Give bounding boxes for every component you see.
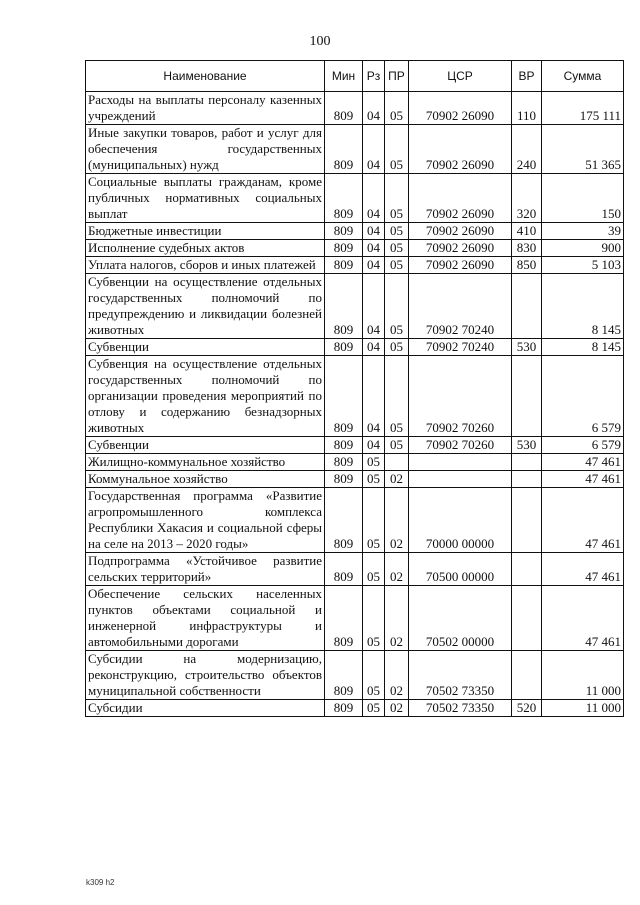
table-header-row [86,61,624,92]
cell-rz: 04 [363,240,385,257]
cell-name: Субвенции [86,437,325,454]
cell-rz: 05 [363,488,385,553]
table-row [86,586,624,651]
cell-min: 809 [325,454,363,471]
cell-csr: 70502 00000 [409,586,512,651]
table-row [86,553,624,586]
table-row [86,700,624,717]
cell-rz: 04 [363,274,385,339]
cell-pr: 05 [385,223,409,240]
cell-vr: 110 [512,92,542,125]
footer-code: k309 h2 [86,878,115,887]
table-row [86,240,624,257]
cell-csr [409,454,512,471]
table-row [86,223,624,240]
table-row [86,257,624,274]
cell-min: 809 [325,125,363,174]
cell-rz: 05 [363,553,385,586]
cell-pr: 05 [385,174,409,223]
cell-sum: 900 [542,240,624,257]
cell-sum: 47 461 [542,471,624,488]
cell-sum: 8 145 [542,274,624,339]
cell-sum: 6 579 [542,437,624,454]
table-row [86,651,624,700]
cell-pr: 02 [385,471,409,488]
page-number: 100 [309,34,331,49]
cell-min: 809 [325,356,363,437]
cell-min: 809 [325,92,363,125]
table-body [86,92,624,717]
cell-vr: 530 [512,437,542,454]
cell-min: 809 [325,553,363,586]
cell-rz: 04 [363,92,385,125]
cell-rz: 05 [363,454,385,471]
cell-rz: 05 [363,700,385,717]
cell-min: 809 [325,223,363,240]
cell-vr: 520 [512,700,542,717]
cell-csr: 70902 26090 [409,223,512,240]
cell-name: Субсидии [86,700,325,717]
cell-vr [512,586,542,651]
header-min: Мин [325,61,363,92]
table-row [86,488,624,553]
cell-min: 809 [325,174,363,223]
cell-pr: 05 [385,125,409,174]
cell-min: 809 [325,586,363,651]
cell-rz: 04 [363,437,385,454]
cell-sum: 47 461 [542,454,624,471]
cell-vr [512,651,542,700]
cell-csr: 70902 70260 [409,437,512,454]
cell-min: 809 [325,274,363,339]
table-row [86,454,624,471]
cell-sum: 51 365 [542,125,624,174]
header-sum: Сумма [542,61,624,92]
cell-csr: 70500 00000 [409,553,512,586]
table-row [86,356,624,437]
cell-csr: 70902 26090 [409,174,512,223]
cell-csr: 70902 26090 [409,240,512,257]
cell-vr [512,454,542,471]
cell-name: Подпрограмма «Устойчивое развитие сельских территорий» [86,553,325,586]
cell-pr: 02 [385,553,409,586]
budget-table [85,60,624,717]
cell-sum: 47 461 [542,586,624,651]
cell-name: Коммунальное хозяйство [86,471,325,488]
header-name: Наименование [86,61,325,92]
header-vr: ВР [512,61,542,92]
cell-csr: 70902 26090 [409,92,512,125]
cell-sum: 5 103 [542,257,624,274]
cell-pr [385,454,409,471]
cell-sum: 11 000 [542,651,624,700]
cell-min: 809 [325,257,363,274]
cell-csr: 70000 00000 [409,488,512,553]
cell-pr: 05 [385,240,409,257]
cell-vr [512,356,542,437]
cell-min: 809 [325,339,363,356]
cell-csr [409,471,512,488]
cell-min: 809 [325,700,363,717]
header-rz: Рз [363,61,385,92]
cell-csr: 70902 26090 [409,257,512,274]
cell-name: Исполнение судебных актов [86,240,325,257]
cell-sum: 11 000 [542,700,624,717]
table-row [86,437,624,454]
cell-min: 809 [325,488,363,553]
cell-pr: 05 [385,92,409,125]
cell-vr: 240 [512,125,542,174]
cell-rz: 04 [363,257,385,274]
cell-name: Субвенция на осуществление отдельных государственных полномочий по организации проведения мероприятий по отлову и содержанию безнадзорных животных [86,356,325,437]
cell-name: Социальные выплаты гражданам, кроме публичных нормативных социальных выплат [86,174,325,223]
cell-pr: 05 [385,339,409,356]
header-pr: ПР [385,61,409,92]
table-row [86,125,624,174]
cell-pr: 05 [385,274,409,339]
cell-min: 809 [325,240,363,257]
cell-rz: 05 [363,586,385,651]
cell-min: 809 [325,651,363,700]
cell-vr [512,488,542,553]
cell-sum: 47 461 [542,553,624,586]
cell-vr: 410 [512,223,542,240]
cell-name: Субсидии на модернизацию, реконструкцию, строительство объектов муниципальной собственности [86,651,325,700]
cell-min: 809 [325,437,363,454]
cell-sum: 8 145 [542,339,624,356]
cell-rz: 04 [363,125,385,174]
cell-sum: 150 [542,174,624,223]
cell-pr: 02 [385,700,409,717]
cell-vr [512,553,542,586]
cell-pr: 05 [385,437,409,454]
table-row [86,339,624,356]
cell-vr: 830 [512,240,542,257]
cell-name: Уплата налогов, сборов и иных платежей [86,257,325,274]
cell-pr: 02 [385,586,409,651]
cell-rz: 05 [363,651,385,700]
table-row [86,471,624,488]
cell-vr: 850 [512,257,542,274]
cell-name: Жилищно-коммунальное хозяйство [86,454,325,471]
cell-csr: 70902 26090 [409,125,512,174]
cell-name: Обеспечение сельских населенных пунктов объектами социальной и инженерной инфраструктуры и автомобильными дорогами [86,586,325,651]
cell-sum: 39 [542,223,624,240]
cell-rz: 04 [363,339,385,356]
cell-name: Субвенции на осуществление отдельных государственных полномочий по предупреждению и ликвидации болезней животных [86,274,325,339]
cell-vr [512,471,542,488]
table-row [86,92,624,125]
cell-name: Бюджетные инвестиции [86,223,325,240]
cell-name: Субвенции [86,339,325,356]
cell-rz: 05 [363,471,385,488]
cell-name: Иные закупки товаров, работ и услуг для обеспечения государственных (муниципальных) нужд [86,125,325,174]
cell-rz: 04 [363,356,385,437]
cell-vr: 530 [512,339,542,356]
cell-csr: 70902 70240 [409,274,512,339]
cell-pr: 05 [385,257,409,274]
table-row [86,274,624,339]
cell-csr: 70502 73350 [409,700,512,717]
cell-pr: 02 [385,651,409,700]
cell-rz: 04 [363,174,385,223]
cell-name: Расходы на выплаты персоналу казенных учреждений [86,92,325,125]
header-csr: ЦСР [409,61,512,92]
cell-vr: 320 [512,174,542,223]
cell-min: 809 [325,471,363,488]
cell-name: Государственная программа «Развитие агропромышленного комплекса Республики Хакасия и социальной сферы на селе на 2013 – 2020 годы» [86,488,325,553]
cell-csr: 70502 73350 [409,651,512,700]
cell-rz: 04 [363,223,385,240]
cell-vr [512,274,542,339]
cell-sum: 6 579 [542,356,624,437]
cell-pr: 02 [385,488,409,553]
cell-csr: 70902 70260 [409,356,512,437]
cell-pr: 05 [385,356,409,437]
cell-sum: 47 461 [542,488,624,553]
cell-csr: 70902 70240 [409,339,512,356]
table-row [86,174,624,223]
cell-sum: 175 111 [542,92,624,125]
